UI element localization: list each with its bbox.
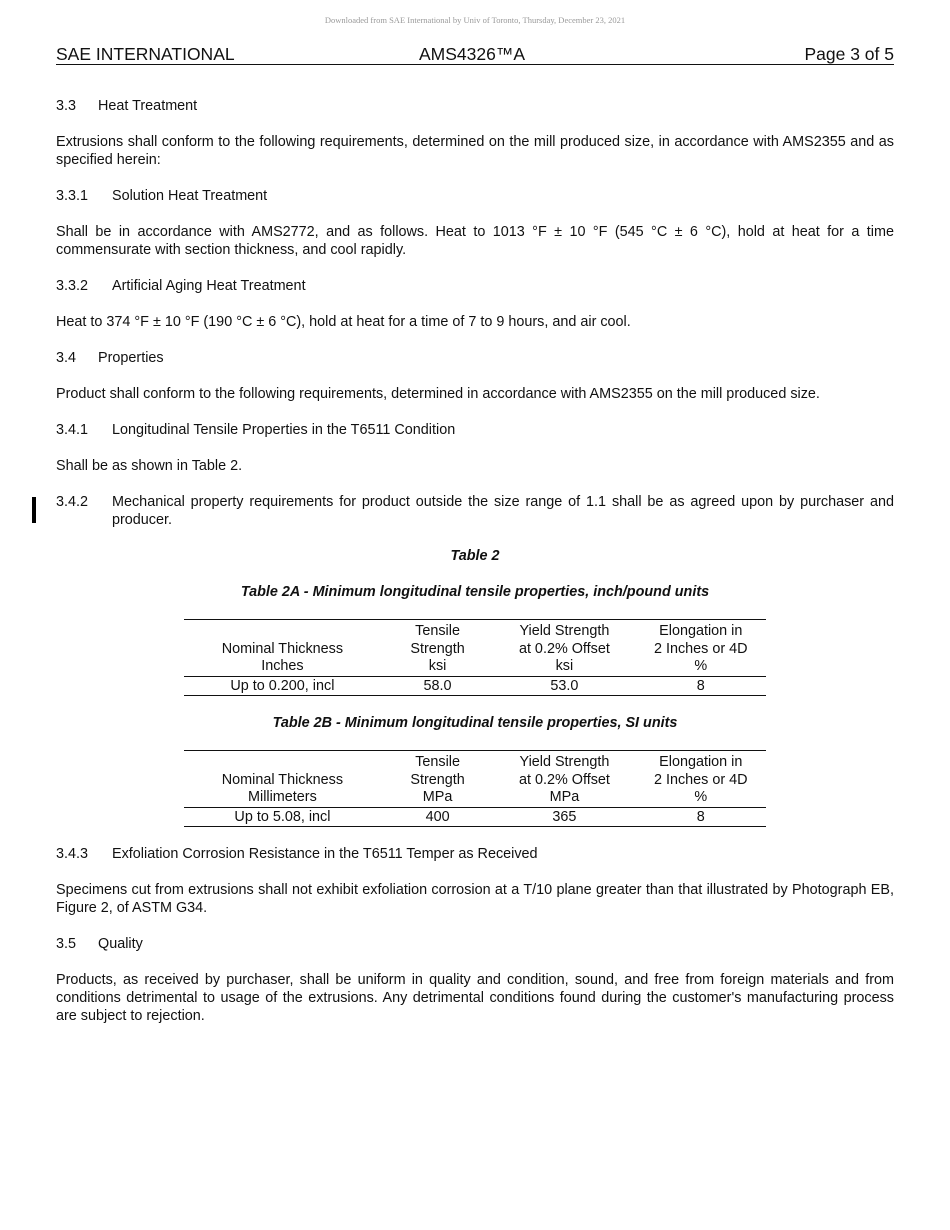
- table-cell: 365: [494, 807, 635, 827]
- section-title: Properties: [98, 350, 164, 366]
- table-2a-title: Table 2A - Minimum longitudinal tensile properties, inch/pound units: [240, 584, 710, 600]
- section-number: 3.3: [56, 98, 77, 114]
- header-organization: SAE INTERNATIONAL: [56, 44, 235, 64]
- column-header: Nominal Thickness Millimeters: [184, 751, 381, 808]
- section-number: 3.3.1: [56, 188, 89, 204]
- table-header-row: [184, 620, 766, 677]
- section-3-4-1-heading: [56, 421, 894, 439]
- section-number: 3.4.1: [56, 422, 89, 438]
- table-cell: Up to 0.200, incl: [184, 676, 381, 696]
- section-3-5-heading: [56, 935, 894, 953]
- document-body: [56, 97, 894, 1043]
- section-3-5-text: Products, as received by purchaser, shall be uniform in quality and condition, sound, and free from foreign materials and from conditions detrimental to usage of the extrusions. Any detrimental conditions found during the customer's manufacturing process are subject to rejection.: [56, 972, 894, 1024]
- table-2b: [184, 750, 766, 827]
- section-title: Longitudinal Tensile Properties in the T6511 Condition: [112, 422, 456, 438]
- section-title: Solution Heat Treatment: [112, 188, 268, 204]
- section-3-3-1-heading: [56, 187, 894, 205]
- download-watermark: Downloaded from SAE International by Univ of Toronto, Thursday, December 23, 2021: [324, 15, 626, 25]
- section-3-3-1-text: Shall be in accordance with AMS2772, and as follows. Heat to 1013 °F ± 10 °F (545 °C ± 6 °C), hold at heat for a time commensurate with section thickness, and cool rapidly.: [56, 224, 894, 258]
- section-number: 3.5: [56, 936, 77, 952]
- column-header: Elongation in 2 Inches or 4D %: [635, 620, 766, 677]
- table-row: [184, 676, 766, 696]
- table-cell: 400: [381, 807, 493, 827]
- section-number: 3.4: [56, 350, 77, 366]
- revision-change-bar: [32, 497, 36, 523]
- section-3-4-2-text: Mechanical property requirements for product outside the size range of 1.1 shall be as agreed upon by purchaser and producer.: [112, 494, 894, 528]
- table-cell: 58.0: [381, 676, 493, 696]
- column-header: Yield Strength at 0.2% Offset ksi: [494, 620, 635, 677]
- section-3-3-2-text: Heat to 374 °F ± 10 °F (190 °C ± 6 °C), hold at heat for a time of 7 to 9 hours, and air cool.: [56, 314, 631, 330]
- header-page-number: Page 3 of 5: [804, 44, 894, 64]
- column-header: Yield Strength at 0.2% Offset MPa: [494, 751, 635, 808]
- section-title: Heat Treatment: [98, 98, 198, 114]
- page-header: [56, 44, 894, 65]
- table-cell: 53.0: [494, 676, 635, 696]
- section-number: 3.4.2: [56, 494, 89, 510]
- table-cell: 8: [635, 807, 766, 827]
- header-document-number: AMS4326™A: [419, 44, 526, 64]
- table-header-row: [184, 751, 766, 808]
- column-header: Tensile Strength MPa: [381, 751, 493, 808]
- section-3-4-3-text: Specimens cut from extrusions shall not exhibit exfoliation corrosion at a T/10 plane greater than that illustrated by Photograph EB, Figure 2, of ASTM G34.: [56, 882, 894, 916]
- section-3-3-2-heading: [56, 277, 894, 295]
- section-number: 3.3.2: [56, 278, 89, 294]
- section-3-4-3-heading: [56, 845, 894, 863]
- column-header: Nominal Thickness Inches: [184, 620, 381, 677]
- section-title: Quality: [98, 936, 143, 952]
- section-number: 3.4.3: [56, 846, 89, 862]
- column-header: Elongation in 2 Inches or 4D %: [635, 751, 766, 808]
- section-3-4-text: Product shall conform to the following requirements, determined in accordance with AMS2355 on the mill produced size.: [56, 386, 820, 402]
- section-3-4-1-text: Shall be as shown in Table 2.: [56, 458, 243, 474]
- table-2-title: Table 2: [450, 548, 500, 564]
- table-2a: [184, 619, 766, 696]
- table-row: [184, 807, 766, 827]
- table-cell: 8: [635, 676, 766, 696]
- table-cell: Up to 5.08, incl: [184, 807, 381, 827]
- section-3-4-heading: [56, 349, 894, 367]
- section-3-3-text: Extrusions shall conform to the following requirements, determined on the mill produced size, in accordance with AMS2355 and as specified herein:: [56, 134, 894, 168]
- table-2b-title: Table 2B - Minimum longitudinal tensile properties, SI units: [272, 715, 678, 731]
- section-title: Artificial Aging Heat Treatment: [112, 278, 306, 294]
- column-header: Tensile Strength ksi: [381, 620, 493, 677]
- section-title: Exfoliation Corrosion Resistance in the T6511 Temper as Received: [112, 846, 538, 862]
- section-3-4-2: [56, 493, 894, 529]
- section-3-3-heading: [56, 97, 894, 115]
